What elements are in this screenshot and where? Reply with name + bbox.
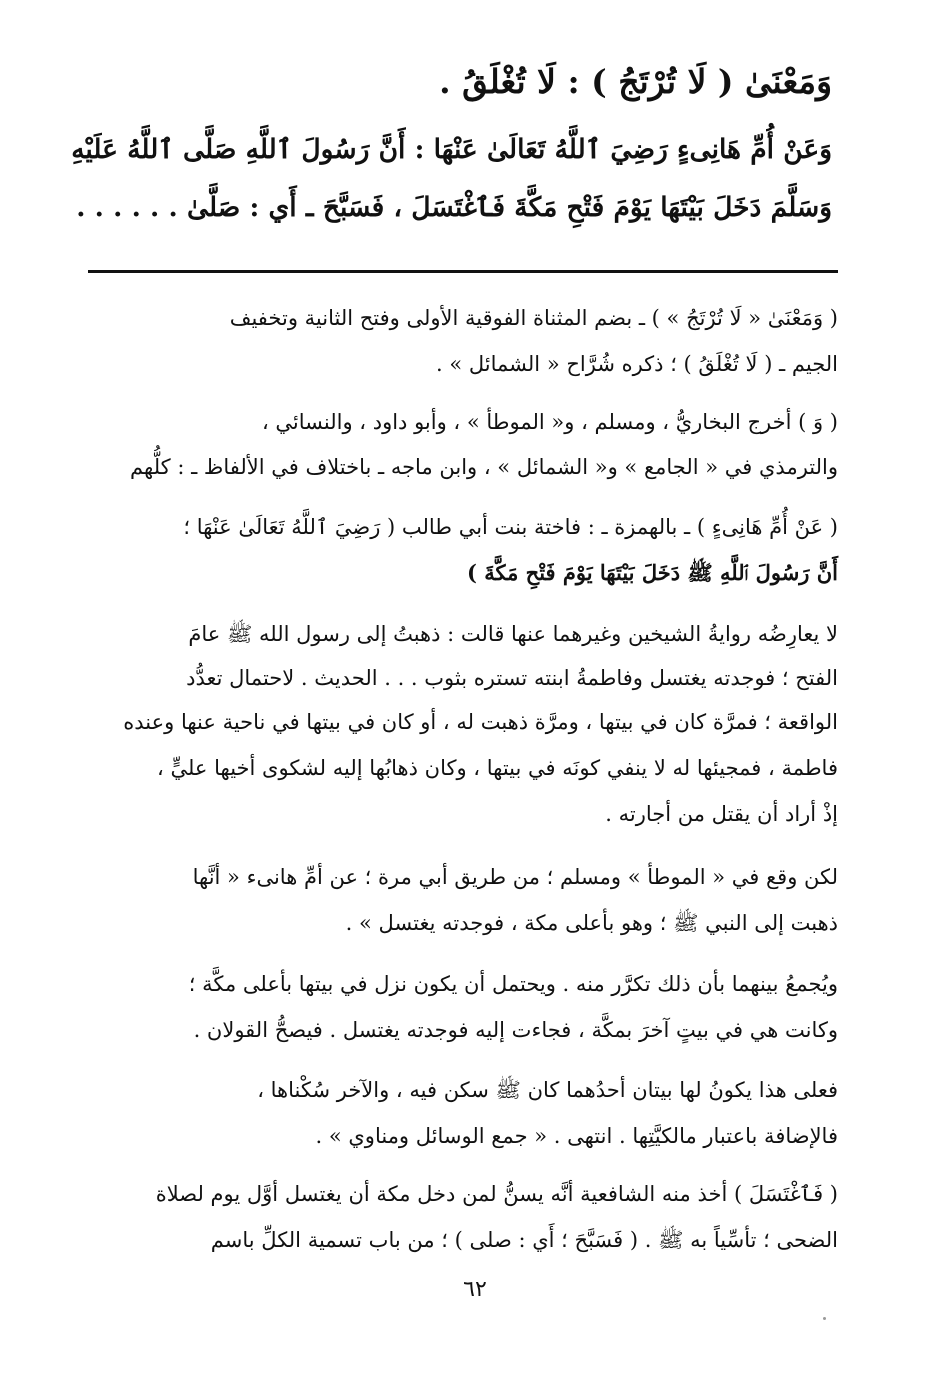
sharh-line: فعلى هذا يكونُ لها بيتان أحدُهما كان ﷺ سكن فيه ، والآخر سُكْناها ، xyxy=(257,1078,838,1102)
sharh-line: الفتح ؛ فوجدته يغتسل وفاطمةُ ابنته تستره بثوب . . . الحديث . لاحتمال تعدُّد xyxy=(186,666,838,690)
sharh-line: والترمذي في « الجامع » و« الشمائل » ، وابن ماجه ـ باختلاف في الألفاظ ـ : كلُّهم xyxy=(130,455,838,479)
sharh-line: ( وَمَعْنَىٰ « لَا تُرْتَجُ » ) ـ بضم المثناة الفوقية الأولى وفتح الثانية وتخفيف xyxy=(229,306,838,330)
separator-rule xyxy=(88,270,838,273)
matn-line-3: وَسَلَّمَ دَخَلَ بَيْتَهَا يَوْمَ فَتْحِ مَكَّةَ فَٱغْتَسَلَ ، فَسَبَّحَ ـ أَي : صَلَّىٰ . . . . . . xyxy=(76,192,832,223)
scan-speck xyxy=(823,1317,826,1320)
sharh-line: الضحى ؛ تأسِّياً به ﷺ . ( فَسَبَّحَ ؛ أَي : صلى ) ؛ من باب تسمية الكلِّ باسم xyxy=(210,1228,838,1252)
sharh-line: فاطمة ، فمجيئها له لا ينفي كونَه في بيتها ، وكان ذهابُها إليه لشكوى أخيها عليٍّ ، xyxy=(157,756,838,780)
sharh-line: لكن وقع في « الموطأ » ومسلم ؛ من طريق أبي مرة ؛ عن أمِّ هانىء « أنَّها xyxy=(192,865,838,889)
matn-line-1: وَمَعْنَىٰ ( لَا تُرْتَجُ ) : لَا تُغْلَقُ . xyxy=(439,62,832,101)
sharh-line: ويُجمعُ بينهما بأن ذلك تكرَّر منه . ويحتمل أن يكون نزل في بيتها بأعلى مكَّة ؛ xyxy=(188,972,838,996)
sharh-line: وكانت هي في بيتٍ آخرَ بمكَّة ، فجاءت إليه فوجدته يغتسل . فيصحُّ القولان . xyxy=(193,1018,838,1042)
sharh-line: ( عَنْ أُمِّ هَانِىءٍ ) ـ بالهمزة ـ : فاختة بنت أبي طالب ( رَضِيَ ٱللَّهُ تَعَالَىٰ عَنْهَا ؛ xyxy=(183,515,838,539)
sharh-line: ( وَ ) أخرج البخاريُّ ، ومسلم ، و« الموطأ » ، وأبو داود ، والنسائي ، xyxy=(261,410,838,434)
sharh-line: إذْ أراد أن يقتل من أجارته . xyxy=(605,802,838,826)
sharh-line: الواقعة ؛ فمرَّة كان في بيتها ، ومرَّة ذهبت له ، أو كان في بيتها في ناحية عنها وعنده xyxy=(123,710,838,734)
page-number: ٦٢ xyxy=(463,1277,487,1302)
sharh-line: ذهبت إلى النبي ﷺ ؛ وهو بأعلى مكة ، فوجدته يغتسل » . xyxy=(345,911,838,935)
sharh-line: لا يعارِضُه روايةُ الشيخين وغيرهما عنها قالت : ذهبتُ إلى رسول الله ﷺ عامَ xyxy=(188,622,838,646)
sharh-line: فالإضافة باعتبار مالكيَّتِها . انتهى . « جمع الوسائل ومناوي » . xyxy=(315,1124,838,1148)
sharh-line: ( فَٱغْتَسَلَ ) أخذ منه الشافعية أنَّه يسنُّ لمن دخل مكة أن يغتسل أوَّل يوم لصلاة xyxy=(155,1182,838,1206)
sharh-line: الجيم ـ ( لَا تُغْلَقُ ) ؛ ذكره شُرَّاح « الشمائل » . xyxy=(436,352,838,376)
sharh-line: أَنَّ رَسُولَ ٱللَّهِ ﷺ دَخَلَ بَيْتَهَا يَوْمَ فَتْحِ مَكَّةَ ) xyxy=(467,560,838,585)
matn-line-2: وَعَنْ أُمِّ هَانِىءٍ رَضِيَ ٱللَّهُ تَعَالَىٰ عَنْهَا : أَنَّ رَسُولَ ٱللَّهِ صَلَّى ٱللَّهُ عَلَيْهِ xyxy=(71,134,832,165)
